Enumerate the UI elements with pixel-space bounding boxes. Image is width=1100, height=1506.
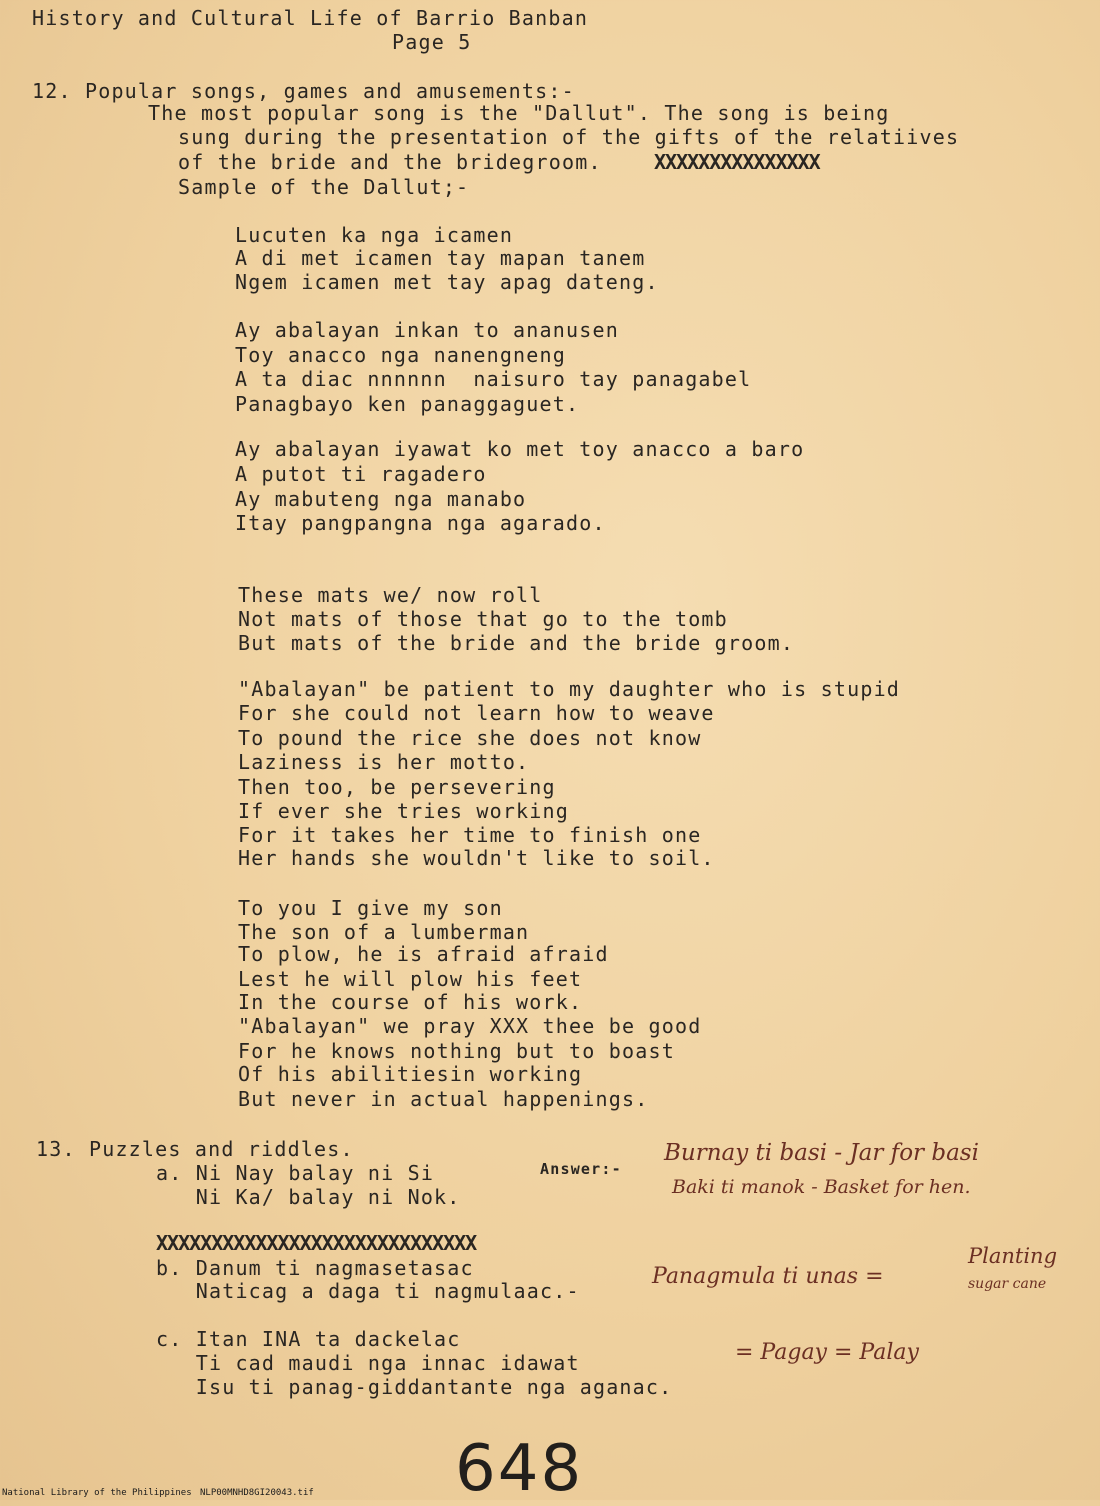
riddle-a-line: Ni Ka/ balay ni Nok. <box>156 1185 461 1209</box>
translation-line: Of his abilitiesin working <box>238 1062 583 1086</box>
riddle-c-line: Ti cad maudi nga innac idawat <box>156 1351 580 1375</box>
translation-line: Laziness is her motto. <box>238 750 530 774</box>
verse-line: Ngem icamen met tay apag dateng. <box>235 270 659 294</box>
translation-line: If ever she tries working <box>238 799 570 823</box>
translation-line: For he knows nothing but to boast <box>238 1039 675 1063</box>
verse-line: Itay pangpangna nga agarado. <box>235 511 606 535</box>
struck-out-line: XXXXXXXXXXXXXXXXXXXXXXXXXXXXX <box>156 1231 477 1255</box>
intro-line-3: of the bride and the bridegroom. <box>178 150 602 174</box>
handwritten-answer-b: Panagmula ti unas = <box>652 1264 884 1289</box>
riddle-c-line: c. Itan INA ta dackelac <box>156 1327 461 1351</box>
intro-line-1: The most popular song is the "Dallut". The song is being <box>148 101 890 125</box>
translation-line: Then too, be persevering <box>238 775 556 799</box>
answer-label: Answer:- <box>540 1160 622 1178</box>
riddle-b-line: b. Danum ti nagmasetasac <box>156 1256 474 1280</box>
footer-filename: NLP00MNHD8GI20043.tif <box>200 1488 314 1498</box>
translation-line: Her hands she wouldn't like to soil. <box>238 846 715 870</box>
verse-line: Ay abalayan iyawat ko met toy anacco a baro <box>235 437 805 461</box>
translation-line: For she could not learn how to weave <box>238 701 715 725</box>
verse-line: Ay mabuteng nga manabo <box>235 487 527 511</box>
verse-line: Lucuten ka nga icamen <box>235 223 514 247</box>
handwritten-answer-b-gloss-1: Planting <box>968 1244 1058 1268</box>
intro-line-2: sung during the presentation of the gifts of the relatiives <box>178 125 960 149</box>
translation-line: Lest he will plow his feet <box>238 967 583 991</box>
sample-label: Sample of the Dallut;- <box>178 175 470 199</box>
translation-line: For it takes her time to finish one <box>238 823 702 847</box>
translation-line: To pound the rice she does not know <box>238 726 702 750</box>
translation-line: These mats we/ now roll <box>238 583 543 607</box>
translation-line: To plow, he is afraid afraid <box>238 942 609 966</box>
handwritten-answer-a-1: Burnay ti basi - Jar for basi <box>664 1140 979 1166</box>
page-number: 648 <box>455 1432 584 1506</box>
document-title: History and Cultural Life of Barrio Banban <box>32 6 589 30</box>
verse-line: A di met icamen tay mapan tanem <box>235 246 646 270</box>
riddle-a-line: a. Ni Nay balay ni Si <box>156 1161 435 1185</box>
translation-line: The son of a lumberman <box>238 920 530 944</box>
translation-line: In the course of his work. <box>238 990 583 1014</box>
handwritten-answer-a-2: Baki ti manok - Basket for hen. <box>672 1176 971 1198</box>
footer-library: National Library of the Philippines <box>2 1488 192 1498</box>
translation-line: But never in actual happenings. <box>238 1087 649 1111</box>
translation-line: "Abalayan" be patient to my daughter who is stupid <box>238 677 901 701</box>
translation-line: To you I give my son <box>238 896 503 920</box>
verse-line: Ay abalayan inkan to ananusen <box>235 318 619 342</box>
section-13-heading: 13. Puzzles and riddles. <box>36 1137 354 1161</box>
page-label: Page 5 <box>392 30 472 54</box>
translation-line: "Abalayan" we pray XXX thee be good <box>238 1014 702 1038</box>
verse-line: Panagbayo ken panaggaguet. <box>235 392 580 416</box>
handwritten-answer-c: = Pagay = Palay <box>735 1340 919 1365</box>
handwritten-answer-b-gloss-2: sugar cane <box>968 1276 1047 1292</box>
struck-out-text: XXXXXXXXXXXXXXX <box>654 150 820 174</box>
verse-line: A putot ti ragadero <box>235 462 487 486</box>
riddle-b-line: Naticag a daga ti nagmulaac.- <box>156 1279 580 1303</box>
translation-line: But mats of the bride and the bride groom. <box>238 631 795 655</box>
section-12-heading: 12. Popular songs, games and amusements:- <box>32 79 575 103</box>
verse-line: Toy anacco nga nanengneng <box>235 343 567 367</box>
riddle-c-line: Isu ti panag-giddantante nga aganac. <box>156 1375 673 1399</box>
translation-line: Not mats of those that go to the tomb <box>238 607 728 631</box>
verse-line: A ta diac nnnnnn naisuro tay panagabel <box>235 367 752 391</box>
